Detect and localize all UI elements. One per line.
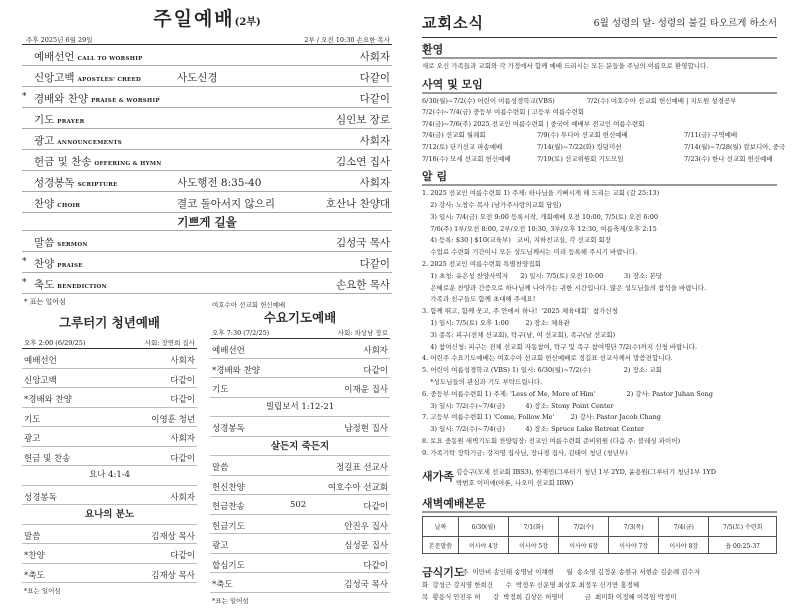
worship-item-name: *축도 xyxy=(212,580,233,590)
notice-line: 6. 중등부 여름수련회 1) 주제: 'Less of Me, More of Him' 2) 강사: Pastor Juhan Song xyxy=(422,389,713,398)
worship-item-name: 성경봉독 xyxy=(24,492,57,503)
centered-text: 빌립보서 1:12-21 xyxy=(265,401,335,412)
new-family-line: 김승구(모세 선교회 IBS3), 한재민(그루터기 청년 1부 2YD, 윤용원(그루터기 청년1부 1YD xyxy=(456,468,716,477)
worship-item-detail: 결코 돌아서지 않으리 xyxy=(177,198,275,210)
worship-item-detail: 사도행전 8:35-40 xyxy=(177,177,262,189)
notice-line: 3. 함께 뛰고, 함께 웃고, 주 안에서 하나! '2025 체육대회' 참가신청 xyxy=(422,307,618,316)
wednesday-standing-note: *표는 일어섬 xyxy=(212,596,249,605)
standing-note: * 표는 일어섬 xyxy=(24,298,66,306)
worship-item-leader: 김성국 목사 xyxy=(335,237,390,249)
worship-item xyxy=(22,273,392,294)
worship-item-leader: 다같이 xyxy=(170,551,195,561)
worship-item-leader: 다같이 xyxy=(170,375,195,386)
notice-line: 2) 강사: 노창수 목사 (남가주사랑의교회 담임) xyxy=(422,200,562,209)
wednesday-service xyxy=(210,300,390,605)
worship-item-english: ANNOUNCEMENTS xyxy=(57,140,123,146)
worship-item-name xyxy=(34,196,80,211)
worship-item-name: 헌금 및 찬송 xyxy=(24,453,71,464)
dawn-prayer-section xyxy=(422,497,777,554)
service-time-leader: 2부 / 오전 10:30 손요한 목사 xyxy=(304,36,390,44)
youth-service xyxy=(22,300,197,595)
table-cell: 7/2(수) xyxy=(559,517,609,537)
worship-item-english: BENEDICTION xyxy=(57,284,107,290)
table-header-row xyxy=(423,517,777,537)
worship-item xyxy=(22,408,197,428)
worship-item xyxy=(22,447,197,467)
page-title xyxy=(22,6,392,32)
notice-line: 5. 어린이 여름성경학교 (VBS) 1) 일시: 6/30(월)~7/2(수) 2) 장소: 교회 xyxy=(422,366,662,375)
worship-item-leader: 심성문 집사 xyxy=(344,541,388,551)
welcome-heading: 환영 xyxy=(422,43,444,56)
sunday-service-panel xyxy=(22,6,392,307)
wednesday-service-subtitle: 여호수아 선교회 헌신예배 xyxy=(212,301,286,309)
worship-item-title: 찬양 xyxy=(34,258,55,270)
worship-item xyxy=(22,129,392,150)
worship-item xyxy=(22,349,197,369)
worship-item-title: 찬양 xyxy=(34,198,55,210)
notice-line: *성도님들의 관심과 기도 부탁드립니다. xyxy=(422,377,543,386)
scripture-reference xyxy=(210,398,390,418)
wednesday-service-info xyxy=(210,325,390,339)
notice-line: 1. 2025 전교인 여름수련회 1) 주제: 하나님을 기뻐시게 해 드리는 교회 (갈 25:13) xyxy=(422,189,660,198)
worship-item-leader: 김성국 목사 xyxy=(344,580,388,590)
worship-item-name xyxy=(34,133,122,148)
table-cell: 이사야 6장 xyxy=(559,537,609,554)
worship-item-leader: 다같이 xyxy=(170,395,195,405)
notices-heading: 알 림 xyxy=(422,170,448,184)
worship-item xyxy=(22,45,392,66)
worship-item-name xyxy=(34,175,118,190)
schedule-line xyxy=(422,96,777,108)
worship-item-title: 성경봉독 xyxy=(34,177,75,189)
worship-item xyxy=(210,554,390,574)
worship-item xyxy=(22,252,392,273)
worship-item-name: *찬양 xyxy=(24,551,45,561)
news-title: 교회소식 xyxy=(422,14,484,32)
schedule-heading: 사역 및 모임 xyxy=(422,77,483,91)
worship-item-name xyxy=(34,91,160,106)
worship-item xyxy=(210,378,390,398)
worship-item-name: *경배와 찬양 xyxy=(24,395,73,405)
worship-item-leader: 여호수아 선교회 xyxy=(327,482,388,493)
notice-line: 4. 어린주 수요기도예배는 여호수아 선교회 헌신예배로 정길표 선교사께서 말씀전합니다. xyxy=(422,354,673,363)
worship-item-name xyxy=(34,235,88,250)
dawn-prayer-heading: 새벽예배본문 xyxy=(422,497,486,511)
youth-service-info xyxy=(22,335,197,349)
notice-line: 3) 일시: 7/4(금) 오전 9:00 등록시작, 개회예배 오전 10:00, 7/5(토) 오전 6:00 xyxy=(422,212,658,221)
worship-item-title: 기도 xyxy=(34,114,55,126)
schedule-entry: 7/11(금) 구역예배 xyxy=(684,131,738,140)
service-title: 주일예배 xyxy=(153,8,235,30)
worship-item-leader: 다같이 xyxy=(170,453,195,464)
notice-line: 3) 일시: 7/2(수)~7/4(금) 4) 장소: Spruce Lake Retreat Center xyxy=(422,425,645,434)
welcome-text: 새로 오신 가족들과 교회와 각 가정에서 함께 예배 드리시는 모든 분들을 주님의 이름으로 환영합니다. xyxy=(422,62,709,70)
worship-item xyxy=(22,369,197,389)
worship-item-leader: 이재윤 집사 xyxy=(344,385,388,395)
worship-item-leader: 다같이 xyxy=(359,258,390,270)
schedule-entry: 7/12(토) 단기선교 파송예배 xyxy=(422,142,503,151)
worship-item-name xyxy=(34,154,162,169)
table-cell: 이사야 4장 xyxy=(459,537,509,554)
worship-item-title: 광고 xyxy=(34,135,55,147)
worship-item-english: PRAISE & WORSHIP xyxy=(91,98,160,104)
worship-item-name: 성경봉독 xyxy=(212,424,245,434)
new-family-line: 박범호 이미애(아론, 나오미 선교회 IRW) xyxy=(456,479,574,488)
worship-item-leader: 다같이 xyxy=(359,93,390,105)
notice-line: 4) 참여신청: 피구는 전체 선교회 자동참여, 탁구 및 족구 참여명단 7/2(수)까지 신청 바랍니다. xyxy=(422,342,698,351)
table-cell: 7/4(금) xyxy=(659,517,709,537)
worship-item xyxy=(210,339,390,359)
worship-item xyxy=(22,150,392,171)
worship-item-leader: 사회자 xyxy=(359,51,390,63)
schedule-entry: 7/2(수) 여호수아 선교회 헌신예배 | 지도원 성경공부 xyxy=(587,96,737,105)
worship-item xyxy=(22,544,197,564)
notice-line: 1) 일시: 7/5(토) 오후 1:00 2) 장소: 체육관 xyxy=(422,318,570,327)
worship-item-leader: 다같이 xyxy=(359,72,390,84)
worship-item-name: *경배와 찬양 xyxy=(212,365,261,376)
welcome-section xyxy=(422,43,777,73)
worship-item xyxy=(210,573,390,593)
schedule-line xyxy=(422,142,786,154)
worship-item-leader: 김소연 집사 xyxy=(335,156,390,168)
worship-item-leader: 다같이 xyxy=(363,365,388,376)
notice-line: 9. 가족기탁 장학기금: 강지영 집사님, 장나경 집사, 김태이 청년 (청년부) xyxy=(422,448,628,457)
notice-line: 가족과 친구들도 함께 초대해 주세요! xyxy=(422,295,536,304)
worship-item xyxy=(22,108,392,129)
table-cell: 이사야 5장 xyxy=(509,537,559,554)
centered-text: 요나 4:1-4 xyxy=(88,470,131,480)
worship-item-name xyxy=(34,112,85,127)
worship-item-leader: 손요한 목사 xyxy=(335,279,390,291)
news-header xyxy=(422,8,777,38)
notice-line: 수업료 수련회 기간이니 모든 성도님께서는 미리 등록해 주시기 바랍니다. xyxy=(422,248,638,257)
table-cell: 날짜 xyxy=(423,517,459,537)
youth-service-title: 그루터기 청년예배 xyxy=(59,315,160,330)
schedule-entry: 7/4(금)~7/6(주) 2025 전교인 여름수련회 | 중국어 예배부 전교인 여름수련회 xyxy=(422,119,645,128)
notice-line: 3) 일시: 7/2(수)~7/4(금) 4) 장소: Stony Point Center xyxy=(422,401,614,410)
schedule-section xyxy=(422,77,786,166)
fasting-prayer-line: 주 이만비 송인태 송명남 이채현 월 송소영 김정운 송현규 서현순 김순례 김수자 xyxy=(462,568,701,577)
worship-item-english: OFFERING & HYMN xyxy=(94,161,162,167)
schedule-entry: 7/4(금) 선교회 월례회 xyxy=(422,131,486,140)
worship-item xyxy=(210,515,390,535)
table-cell: 7/5(토) 수련회 xyxy=(709,517,777,537)
schedule-entry: 7/14(월)~7/28(월) 캄보디아, 중국 xyxy=(684,142,786,151)
worship-item xyxy=(22,171,392,192)
worship-item-name xyxy=(34,49,143,64)
table-cell: 7/1(화) xyxy=(509,517,559,537)
fasting-prayer-line: 목 황용식 안진우 허 강 박정희 김상은 허영미 금 최미화 이정혜 이복임 박정미 xyxy=(422,593,677,602)
wednesday-service-title: 수요기도예배 xyxy=(263,310,337,325)
table-cell: 이사야 8장 xyxy=(659,537,709,554)
worship-item xyxy=(210,476,390,496)
worship-item-english: CALL TO WORSHIP xyxy=(77,56,143,62)
worship-item-name: 합심기도 xyxy=(212,560,245,571)
schedule-line xyxy=(422,154,777,166)
service-title-sub: (2부) xyxy=(234,17,261,28)
schedule-entry: 7/16(수) 모세 선교회 헌신예배 xyxy=(422,154,511,163)
worship-item-leader: 정길표 선교사 xyxy=(336,463,388,473)
worship-item-name xyxy=(34,256,83,271)
youth-standing-note: *표는 일어섬 xyxy=(24,587,61,595)
worship-item-title: 말씀 xyxy=(34,237,55,249)
schedule-line xyxy=(422,130,777,142)
fasting-prayer-line: 화 강성근 강지영 한희건 수 박정우 신운영 최상호 최정우 신기만 홍정혜 xyxy=(422,580,640,589)
worship-item-leader: 사회자 xyxy=(363,346,388,356)
worship-item-leader: 사회자 xyxy=(359,177,390,189)
worship-item-name: 헌금찬송 xyxy=(212,502,245,512)
scripture-reference xyxy=(22,466,197,486)
worship-item-name: 기도 xyxy=(24,414,41,425)
month-theme: 6월 성령의 달- 성령의 불길 타오르게 하소서 xyxy=(593,18,777,29)
worship-item-name: 신앙고백 xyxy=(24,375,57,386)
worship-item-leader: 사회자 xyxy=(170,356,195,366)
worship-item-leader: 남정현 집사 xyxy=(344,424,388,434)
youth-service-leader: 사회: 장연희 집사 xyxy=(144,339,195,347)
table-data-row xyxy=(423,537,777,554)
worship-item-leader: 김재상 목사 xyxy=(151,531,195,542)
worship-item-leader: 김재상 목사 xyxy=(151,570,195,581)
wednesday-service-leader: 사회: 차상남 장로 xyxy=(337,329,388,337)
worship-item-name: 기도 xyxy=(212,385,229,395)
worship-item xyxy=(210,534,390,554)
schedule-line xyxy=(422,107,777,119)
worship-item-english: APOSTLES' CREED xyxy=(77,77,142,83)
worship-item-leader: 이영훈 청년 xyxy=(151,414,195,425)
worship-item xyxy=(22,66,392,87)
sermon-title xyxy=(22,505,197,525)
table-cell: 본문말씀 xyxy=(423,537,459,554)
service-date-row xyxy=(22,33,392,45)
table-cell: 욥 00:25-37 xyxy=(709,537,777,554)
worship-item-name: 헌금기도 xyxy=(212,521,245,532)
schedule-entry: 7/14(월)~7/22(화) 킹덤미션 xyxy=(537,142,622,151)
worship-item-leader: 사회자 xyxy=(170,492,195,503)
table-cell: 7/3(목) xyxy=(609,517,659,537)
order-of-worship xyxy=(22,45,392,213)
schedule-entry: 7/9(수) 투디아 선교회 헌신예배 xyxy=(537,131,628,140)
worship-item xyxy=(22,564,197,584)
worship-item-name: 광고 xyxy=(212,541,229,551)
wednesday-service-time: 오후 7:30 (7/2/25) xyxy=(212,329,270,337)
worship-item-english: CHOIR xyxy=(57,203,81,209)
worship-item-title: 신앙고백 xyxy=(34,72,75,84)
dawn-prayer-table xyxy=(422,516,777,554)
church-news-panel xyxy=(422,8,786,602)
worship-item xyxy=(22,192,392,213)
schedule-entry: 6/30(월)~7/2(수) 어린이 여름성경학교(VBS) xyxy=(422,96,555,105)
sermon-title: 기쁘게 길을 xyxy=(22,213,392,231)
worship-item-leader: 심인보 장로 xyxy=(335,114,390,126)
centered-text: 요나의 분노 xyxy=(84,509,135,520)
fasting-prayer-heading: 금식기도 xyxy=(422,566,465,580)
youth-service-time: 오후 2:00 (6/29/25) xyxy=(24,339,86,347)
worship-item xyxy=(22,388,197,408)
worship-item xyxy=(210,359,390,379)
notice-line: 7/6(주) 1부/오전 8:00, 2부/오전 10:30, 3부/오후 12:30, 여름축제/오후 2:15 xyxy=(422,224,657,233)
worship-item xyxy=(22,486,197,506)
centered-text: 살든지 죽든지 xyxy=(270,440,330,452)
service-date: 주후 2025년 6월 29일 xyxy=(26,36,93,44)
worship-item-leader: 안진우 집사 xyxy=(344,521,388,532)
worship-item-detail: 사도신경 xyxy=(177,72,218,84)
worship-item-name xyxy=(34,70,141,85)
worship-item-english: PRAISE xyxy=(57,263,83,269)
schedule-entry: 7/19(토) 선교위원회 기도모임 xyxy=(537,154,624,163)
worship-item-name xyxy=(34,277,107,292)
worship-item-leader: 사회자 xyxy=(359,135,390,147)
worship-item-name: 말씀 xyxy=(212,463,229,473)
table-cell: 6/30(월) xyxy=(459,517,509,537)
worship-item-title: 헌금 및 찬송 xyxy=(34,156,92,168)
worship-item xyxy=(22,231,392,252)
worship-item-title: 예배선언 xyxy=(34,51,75,63)
notice-line: 7. 고등부 여름수련회 1) 'Come, Follow Me' 2) 강사: Pastor Jacob Chang xyxy=(422,413,661,422)
worship-item-english: PRAYER xyxy=(57,119,85,125)
new-family-section xyxy=(422,465,777,493)
worship-item-leader: 호산나 찬양대 xyxy=(325,198,390,210)
worship-item-name: *축도 xyxy=(24,570,45,581)
worship-item-name: 말씀 xyxy=(24,531,41,542)
notice-line: 4) 등록: $30 | $10(교육부) 코비, 지하친교실, 각 선교회 회장 xyxy=(422,236,612,245)
notice-line: 2. 2025 전교인 여름수련회 특별찬양집회 xyxy=(422,259,541,268)
worship-item xyxy=(210,495,390,515)
worship-item xyxy=(22,87,392,108)
new-family-heading: 새가족 xyxy=(422,470,454,484)
worship-item-title: 경배와 찬양 xyxy=(34,93,89,105)
worship-item-title: 축도 xyxy=(34,279,55,291)
order-of-worship-after-sermon xyxy=(22,231,392,294)
notice-line: 1) 초청: 유은성 찬양사역자 2) 일시: 7/5(토) 오전 10:00 3) 장소: 본당 xyxy=(422,271,663,280)
notice-line: 은혜로운 찬양과 간증으로 하나님께 나아가는 귀한 시간입니다. 많은 성도님들의 참석을 바랍니다. xyxy=(422,283,707,292)
worship-item xyxy=(22,427,197,447)
standing-mark: * xyxy=(22,92,27,102)
schedule-entry: 7/2(수)~7/4(금) 중등부 여름수련회 | 고등부 여름수련회 xyxy=(422,108,585,117)
worship-item-english: SERMON xyxy=(57,242,88,248)
notice-line: 3) 종목: 피구(전체 선교회), 탁구(남, 여 선교회), 족구(남 선교회) xyxy=(422,330,616,339)
notices-section xyxy=(422,170,777,459)
worship-item-name: 예배선언 xyxy=(24,356,57,366)
notice-line: 8. 토요 중동원 새벽기도회 찬양팀장: 전교인 여름수련회 준비위원 (다음 주: 블레싱 파이어) xyxy=(422,436,681,445)
worship-item xyxy=(210,417,390,437)
worship-item-leader: 다같이 xyxy=(363,560,388,571)
worship-item xyxy=(210,456,390,476)
schedule-entry: 7/23(수) 한나 선교회 헌신예배 xyxy=(684,154,773,163)
worship-item-leader: 다같이 xyxy=(363,502,388,512)
worship-item-name: 예배선언 xyxy=(212,346,245,356)
table-cell: 이사야 7장 xyxy=(609,537,659,554)
worship-item xyxy=(22,525,197,545)
worship-item-name: 헌신찬양 xyxy=(212,482,245,493)
worship-item-detail: 502 xyxy=(290,500,307,510)
sermon-title xyxy=(210,437,390,457)
worship-item-english: SCRIPTURE xyxy=(77,182,118,188)
standing-mark: * xyxy=(22,278,27,288)
worship-item-name: 광고 xyxy=(24,434,41,444)
standing-mark: * xyxy=(22,257,27,267)
schedule-line xyxy=(422,119,777,131)
worship-item-leader: 사회자 xyxy=(170,434,195,444)
